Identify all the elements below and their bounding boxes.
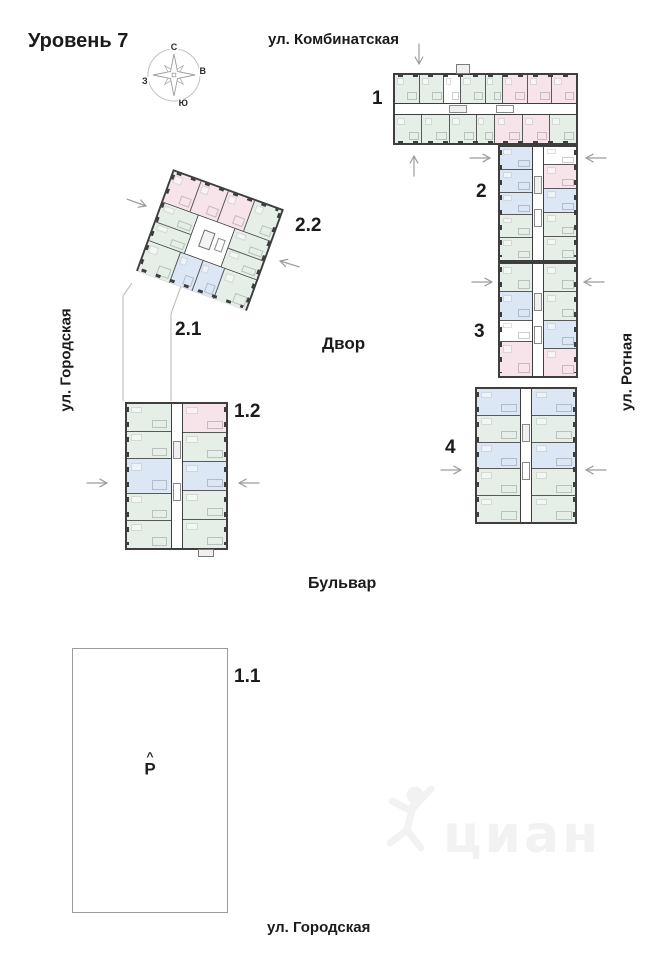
building-annex — [198, 549, 214, 557]
apartment-unit[interactable] — [544, 291, 576, 319]
label-building-4-label: 4 — [445, 437, 456, 458]
apartment-unit[interactable] — [127, 493, 171, 521]
entrance-arrow-icon — [586, 466, 606, 474]
apartment-unit[interactable] — [544, 320, 576, 348]
parking-roof-caret: ^ — [146, 749, 154, 764]
apartment-unit[interactable] — [532, 442, 575, 469]
apartment-unit[interactable] — [549, 115, 576, 143]
apartment-unit[interactable] — [500, 237, 532, 260]
apartment-unit[interactable] — [544, 212, 576, 236]
apartment-unit[interactable] — [127, 458, 171, 492]
cian-logo-icon — [385, 782, 615, 877]
entrance-arrow-icon — [127, 199, 146, 207]
compass-rose — [142, 42, 206, 108]
label-boulevard: Бульвар — [308, 575, 377, 592]
apartment-unit[interactable] — [500, 147, 532, 169]
corridor — [532, 147, 544, 260]
entrance-arrow-icon — [87, 479, 107, 487]
building-2[interactable] — [498, 145, 578, 262]
apartment-unit[interactable] — [183, 490, 227, 519]
apartment-unit[interactable] — [544, 264, 576, 291]
watermark-text: циан — [443, 805, 601, 865]
apartment-unit[interactable] — [544, 236, 576, 260]
entrance-arrow-icon — [472, 278, 492, 286]
apartment-unit[interactable] — [500, 214, 532, 237]
apartment-unit[interactable] — [544, 147, 576, 164]
apartment-unit[interactable] — [522, 115, 549, 143]
label-street-gorodskaya-left: ул. Городская — [57, 308, 75, 412]
apartment-unit[interactable] — [395, 115, 421, 143]
apartment-unit[interactable] — [485, 75, 502, 103]
building-2.2[interactable] — [136, 169, 284, 311]
label-building-3-label: 3 — [474, 321, 485, 342]
label-building-2-2-label: 2.2 — [295, 215, 322, 236]
entrance-arrow-icon — [410, 156, 418, 176]
apartment-unit[interactable] — [127, 520, 171, 548]
apartment-unit[interactable] — [527, 75, 552, 103]
compass-west-label: З — [142, 75, 148, 86]
apartment-unit[interactable] — [532, 415, 575, 442]
apartment-unit[interactable] — [477, 415, 520, 442]
label-level-title: Уровень 7 — [28, 30, 129, 52]
apartment-unit[interactable] — [419, 75, 444, 103]
apartment-unit[interactable] — [544, 164, 576, 188]
apartment-unit[interactable] — [421, 115, 448, 143]
apartment-unit[interactable] — [127, 404, 171, 431]
label-street-gorodskaya-bottom: ул. Городская — [267, 919, 371, 936]
apartment-unit[interactable] — [551, 75, 576, 103]
label-building-2-1-label: 2.1 — [175, 319, 202, 340]
apartment-unit[interactable] — [500, 341, 532, 376]
label-building-1-label: 1 — [372, 88, 383, 109]
apartment-unit[interactable] — [500, 291, 532, 319]
label-building-1-1-label: 1.1 — [234, 666, 261, 687]
apartment-unit[interactable] — [477, 468, 520, 495]
label-building-2-label: 2 — [476, 181, 487, 202]
corridor — [520, 389, 532, 522]
apartment-unit[interactable] — [502, 75, 527, 103]
entrance-arrow-icon — [586, 154, 606, 162]
apartment-unit[interactable] — [477, 495, 520, 522]
corridor — [395, 103, 576, 115]
building-1[interactable] — [393, 73, 578, 145]
apartment-unit[interactable] — [395, 75, 419, 103]
entrance-arrow-icon — [470, 154, 490, 162]
apartment-unit[interactable] — [544, 188, 576, 212]
parking-symbol — [144, 749, 156, 779]
entrance-arrow-icon — [415, 44, 423, 64]
apartment-unit[interactable] — [532, 495, 575, 522]
label-street-rotnaya: ул. Ротная — [618, 333, 636, 411]
label-street-kombinatskaya: ул. Комбинатская — [268, 31, 400, 48]
apartment-unit[interactable] — [500, 264, 532, 291]
apartment-unit[interactable] — [460, 75, 485, 103]
plot-boundary-line — [123, 283, 132, 401]
parking-structure[interactable] — [72, 648, 228, 913]
apartment-unit[interactable] — [183, 519, 227, 548]
apartment-unit[interactable] — [477, 442, 520, 469]
apartment-unit[interactable] — [532, 389, 575, 415]
apartment-unit[interactable] — [183, 432, 227, 461]
apartment-unit[interactable] — [127, 431, 171, 459]
building-4[interactable] — [475, 387, 577, 524]
compass-south-label: Ю — [178, 98, 188, 108]
apartment-unit[interactable] — [500, 169, 532, 192]
entrance-arrow-icon — [239, 479, 259, 487]
entrance-arrow-icon — [280, 259, 299, 266]
apartment-unit[interactable] — [449, 115, 476, 143]
corridor — [171, 404, 183, 548]
apartment-unit[interactable] — [532, 468, 575, 495]
entrance-arrow-icon — [584, 278, 604, 286]
compass-east-label: В — [199, 66, 206, 77]
compass-star-icon — [144, 42, 204, 105]
apartment-unit[interactable] — [477, 389, 520, 415]
compass-north-label: С — [170, 42, 178, 52]
building-annex — [456, 64, 470, 74]
apartment-unit[interactable] — [443, 75, 460, 103]
apartment-unit[interactable] — [476, 115, 495, 143]
apartment-unit[interactable] — [494, 115, 521, 143]
label-building-1-2-label: 1.2 — [234, 401, 261, 422]
apartment-unit[interactable] — [500, 320, 532, 341]
entrance-arrow-icon — [441, 466, 461, 474]
building-1.2[interactable] — [125, 402, 228, 550]
cian-watermark — [385, 782, 615, 877]
corridor — [532, 264, 544, 376]
apartment-unit[interactable] — [183, 461, 227, 490]
apartment-unit[interactable] — [183, 404, 227, 432]
apartment-unit[interactable] — [500, 192, 532, 215]
plot-boundary-line — [171, 286, 181, 401]
building-3[interactable] — [498, 262, 578, 378]
label-courtyard: Двор — [322, 334, 366, 353]
parking-letter: Р — [144, 759, 156, 779]
apartment-unit[interactable] — [544, 348, 576, 376]
